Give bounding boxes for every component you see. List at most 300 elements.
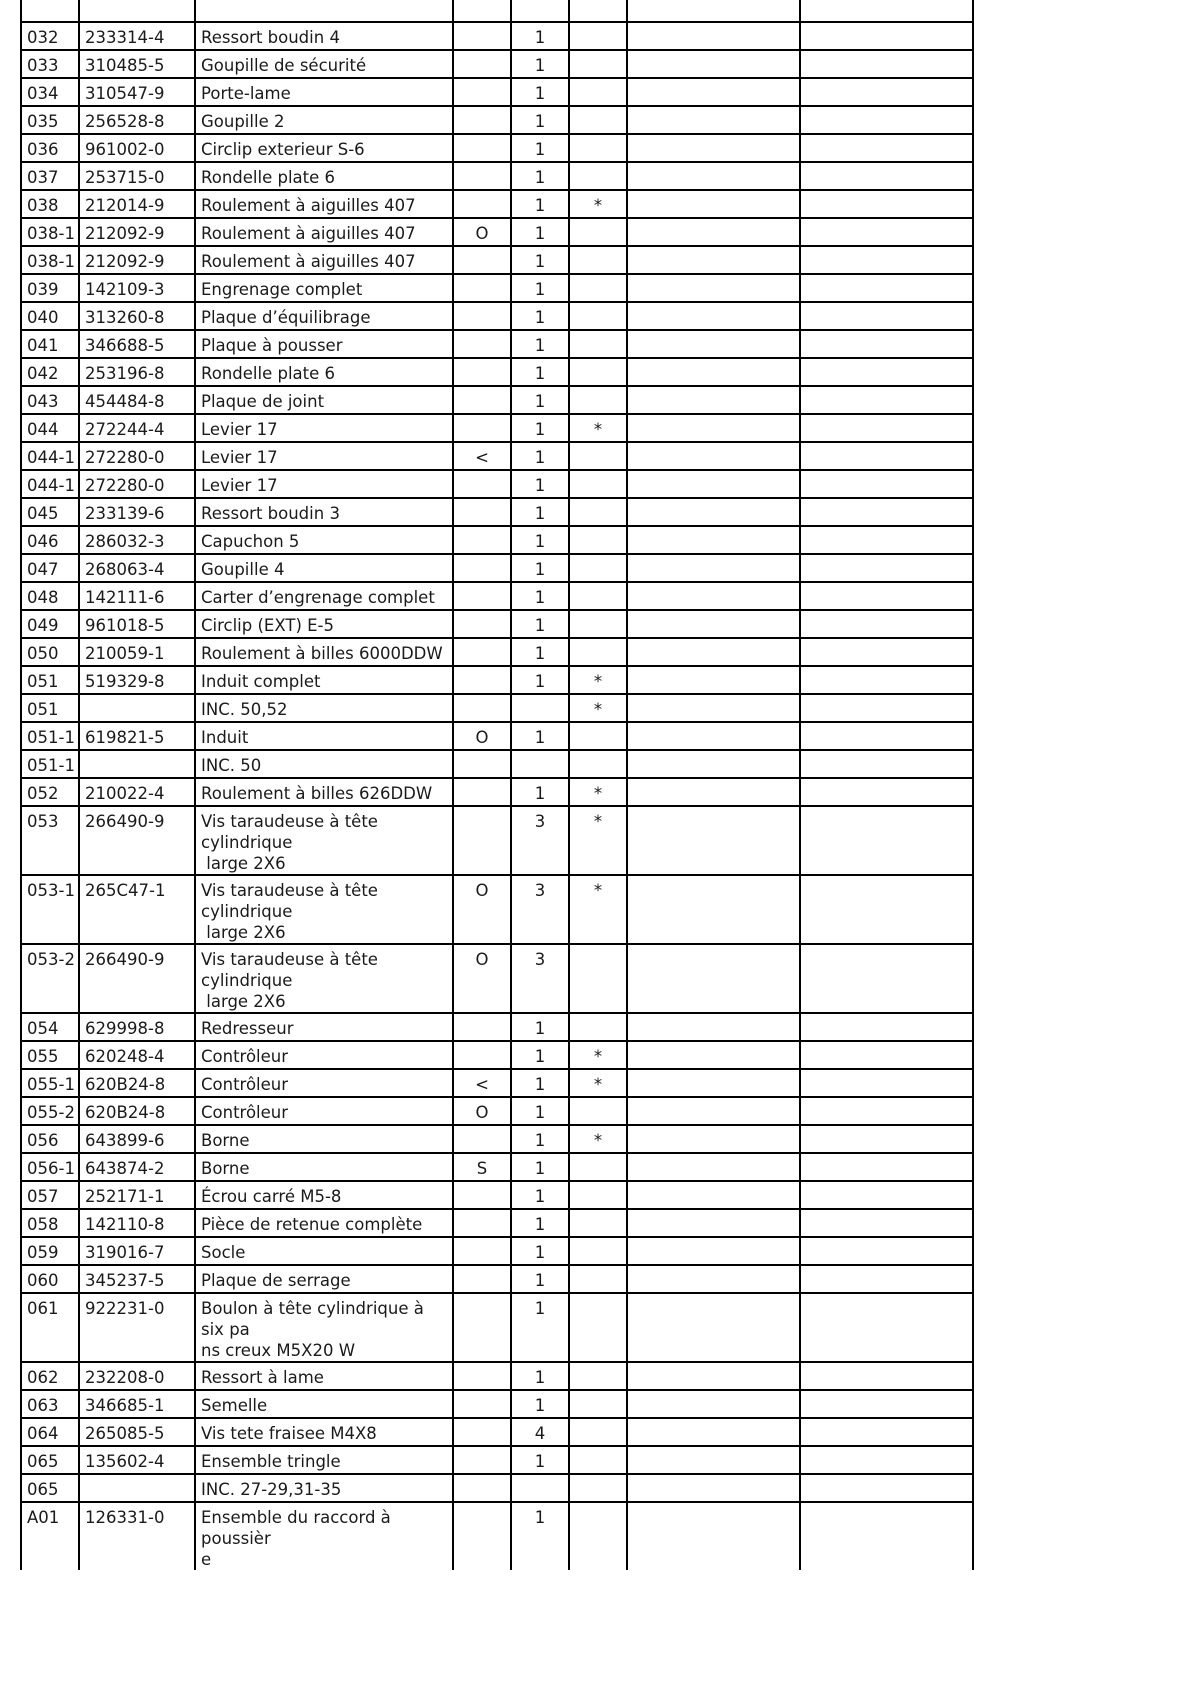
marker-cell (453, 1293, 511, 1362)
empty-cell-2 (800, 498, 973, 526)
star-cell (569, 1265, 627, 1293)
marker-cell (453, 1502, 511, 1570)
table-row (21, 246, 973, 274)
marker-cell (453, 1390, 511, 1418)
quantity-cell: 1 (511, 330, 569, 358)
marker-cell: O (453, 944, 511, 1013)
item-number-cell: 045 (21, 498, 79, 526)
table-row (21, 134, 973, 162)
item-number-cell: 041 (21, 330, 79, 358)
part-reference-cell (79, 750, 195, 778)
empty-cell-1 (627, 582, 800, 610)
star-cell (569, 162, 627, 190)
item-number-cell: 058 (21, 1209, 79, 1237)
part-reference-cell: 253715-0 (79, 162, 195, 190)
empty-cell-1 (627, 1418, 800, 1446)
marker-cell (453, 694, 511, 722)
table-row (21, 875, 973, 944)
star-cell (569, 358, 627, 386)
table-row (21, 106, 973, 134)
part-reference-cell: 272280-0 (79, 442, 195, 470)
quantity-cell: 1 (511, 1181, 569, 1209)
marker-cell (453, 778, 511, 806)
quantity-cell: 1 (511, 1125, 569, 1153)
empty-cell-1 (627, 386, 800, 414)
empty-cell-2 (800, 50, 973, 78)
table-row (21, 218, 973, 246)
empty-cell-1 (627, 1362, 800, 1390)
empty-cell-1 (627, 722, 800, 750)
quantity-cell: 1 (511, 22, 569, 50)
table-row (21, 1041, 973, 1069)
table-row (21, 22, 973, 50)
item-number-cell: 055 (21, 1041, 79, 1069)
empty-cell-1 (627, 442, 800, 470)
marker-cell: O (453, 722, 511, 750)
empty-cell-2 (800, 470, 973, 498)
star-cell (569, 302, 627, 330)
empty-cell-2 (800, 1390, 973, 1418)
item-number-cell: 034 (21, 78, 79, 106)
parts-table-body (21, 0, 973, 1570)
part-reference-cell: 142109-3 (79, 274, 195, 302)
quantity-cell: 1 (511, 778, 569, 806)
star-cell (569, 1502, 627, 1570)
part-reference-cell: 212092-9 (79, 246, 195, 274)
empty-cell-2 (800, 106, 973, 134)
item-number-cell: 042 (21, 358, 79, 386)
quantity-cell: 1 (511, 106, 569, 134)
star-cell: * (569, 778, 627, 806)
description-cell: INC. 50 (195, 750, 453, 778)
part-reference-cell: 286032-3 (79, 526, 195, 554)
description-cell: Socle (195, 1237, 453, 1265)
item-number-cell: 037 (21, 162, 79, 190)
table-row (21, 1097, 973, 1125)
empty-cell-2 (800, 666, 973, 694)
description-cell: Goupille 4 (195, 554, 453, 582)
empty-cell-2 (800, 1069, 973, 1097)
empty-cell-2 (800, 554, 973, 582)
description-cell: INC. 50,52 (195, 694, 453, 722)
quantity-cell: 1 (511, 1069, 569, 1097)
marker-cell (453, 1181, 511, 1209)
empty-cell-1 (627, 302, 800, 330)
part-reference-cell: 265C47-1 (79, 875, 195, 944)
part-reference-cell: 346688-5 (79, 330, 195, 358)
table-row (21, 470, 973, 498)
part-reference-cell: 519329-8 (79, 666, 195, 694)
empty-cell-1 (627, 694, 800, 722)
empty-cell-2 (800, 386, 973, 414)
empty-cell-1 (627, 806, 800, 875)
description-cell: Roulement à aiguilles 407 (195, 246, 453, 274)
description-cell: Vis taraudeuse à tête cylindrique large 2X6 (195, 806, 453, 875)
description-cell: Contrôleur (195, 1041, 453, 1069)
table-row (21, 666, 973, 694)
empty-cell-2 (800, 1209, 973, 1237)
table-row (21, 50, 973, 78)
empty-cell-1 (627, 666, 800, 694)
empty-cell-1 (627, 1390, 800, 1418)
empty-cell-1 (627, 1125, 800, 1153)
empty-cell-2 (800, 1293, 973, 1362)
item-number-cell: 051 (21, 694, 79, 722)
empty-cell-1 (627, 470, 800, 498)
description-cell: Borne (195, 1153, 453, 1181)
marker-cell (453, 582, 511, 610)
part-reference-cell: 252171-1 (79, 1181, 195, 1209)
table-row (21, 750, 973, 778)
table-row (21, 1153, 973, 1181)
description-cell: Écrou carré M5-8 (195, 1181, 453, 1209)
description-cell: Semelle (195, 1390, 453, 1418)
star-cell: * (569, 806, 627, 875)
description-cell: Contrôleur (195, 1097, 453, 1125)
marker-cell (453, 666, 511, 694)
description-cell: Carter d’engrenage complet (195, 582, 453, 610)
empty-cell-1 (627, 1265, 800, 1293)
empty-cell-2 (800, 750, 973, 778)
item-number-cell: 038-1 (21, 246, 79, 274)
quantity-cell: 4 (511, 1418, 569, 1446)
star-cell: * (569, 1041, 627, 1069)
table-row (21, 554, 973, 582)
description-cell: Plaque de joint (195, 386, 453, 414)
part-reference-cell: 212014-9 (79, 190, 195, 218)
description-cell: Engrenage complet (195, 274, 453, 302)
empty-cell-2 (800, 944, 973, 1013)
empty-cell-1 (627, 1237, 800, 1265)
item-number-cell: 056 (21, 1125, 79, 1153)
marker-cell (453, 554, 511, 582)
star-cell (569, 638, 627, 666)
star-cell (569, 134, 627, 162)
table-row (21, 1362, 973, 1390)
empty-cell-2 (800, 1237, 973, 1265)
item-number-cell: 047 (21, 554, 79, 582)
part-reference-cell: 266490-9 (79, 806, 195, 875)
marker-cell (453, 330, 511, 358)
part-reference-cell: 212092-9 (79, 218, 195, 246)
empty-cell-1 (627, 1069, 800, 1097)
item-number-cell: 040 (21, 302, 79, 330)
table-row (21, 162, 973, 190)
table-row (21, 330, 973, 358)
marker-cell (453, 1125, 511, 1153)
marker-cell (453, 358, 511, 386)
description-cell: INC. 27-29,31-35 (195, 1474, 453, 1502)
empty-cell-1 (627, 1181, 800, 1209)
marker-cell (453, 302, 511, 330)
quantity-cell: 1 (511, 162, 569, 190)
table-row (21, 498, 973, 526)
part-reference-cell: 643899-6 (79, 1125, 195, 1153)
marker-cell (453, 610, 511, 638)
part-reference-cell: 629998-8 (79, 1013, 195, 1041)
empty-cell-2 (800, 806, 973, 875)
table-row (21, 1446, 973, 1474)
item-number-cell: 051-1 (21, 750, 79, 778)
star-cell (569, 78, 627, 106)
quantity-cell (511, 1474, 569, 1502)
empty-cell-1 (627, 944, 800, 1013)
part-reference-cell: 253196-8 (79, 358, 195, 386)
marker-cell (453, 1446, 511, 1474)
empty-cell-1 (627, 1153, 800, 1181)
table-row (21, 1125, 973, 1153)
quantity-cell: 1 (511, 246, 569, 274)
quantity-cell: 1 (511, 1041, 569, 1069)
item-number-cell: 060 (21, 1265, 79, 1293)
item-number-cell: 049 (21, 610, 79, 638)
marker-cell: O (453, 875, 511, 944)
empty-cell-1 (627, 1013, 800, 1041)
empty-cell-2 (800, 1013, 973, 1041)
empty-cell-1 (627, 610, 800, 638)
table-row (21, 386, 973, 414)
table-row (21, 442, 973, 470)
description-cell: Boulon à tête cylindrique à six pa ns creux M5X20 W (195, 1293, 453, 1362)
star-cell (569, 722, 627, 750)
empty-cell-2 (800, 1474, 973, 1502)
part-reference-cell: 310547-9 (79, 78, 195, 106)
empty-cell-1 (627, 414, 800, 442)
part-reference-cell: 233314-4 (79, 22, 195, 50)
item-number-cell: 038 (21, 190, 79, 218)
empty-cell-2 (800, 1097, 973, 1125)
empty-cell-2 (800, 1125, 973, 1153)
star-cell (569, 386, 627, 414)
marker-cell: < (453, 442, 511, 470)
quantity-cell: 1 (511, 1097, 569, 1125)
empty-cell-2 (800, 78, 973, 106)
marker-cell (453, 162, 511, 190)
description-cell: Porte-lame (195, 78, 453, 106)
star-cell (569, 1293, 627, 1362)
empty-cell-1 (627, 50, 800, 78)
item-number-cell: 062 (21, 1362, 79, 1390)
empty-cell-1 (627, 1041, 800, 1069)
empty-cell-1 (627, 1474, 800, 1502)
part-reference-cell: 142111-6 (79, 582, 195, 610)
part-reference-cell (79, 694, 195, 722)
part-reference-cell: 310485-5 (79, 50, 195, 78)
empty-cell-2 (800, 22, 973, 50)
marker-cell (453, 1265, 511, 1293)
empty-cell-2 (800, 358, 973, 386)
empty-cell-2 (800, 694, 973, 722)
star-cell (569, 1013, 627, 1041)
star-cell: * (569, 1069, 627, 1097)
empty-cell-1 (627, 526, 800, 554)
part-reference-cell: 961002-0 (79, 134, 195, 162)
marker-cell (453, 498, 511, 526)
table-row (21, 1293, 973, 1362)
marker-cell (453, 246, 511, 274)
empty-cell-2 (800, 526, 973, 554)
marker-cell: O (453, 1097, 511, 1125)
empty-cell-1 (627, 1097, 800, 1125)
quantity-cell: 1 (511, 666, 569, 694)
star-cell (569, 498, 627, 526)
part-reference-cell: 210022-4 (79, 778, 195, 806)
description-cell: Vis taraudeuse à tête cylindrique large 2X6 (195, 875, 453, 944)
empty-cell-2 (800, 134, 973, 162)
empty-cell-2 (800, 638, 973, 666)
description-cell: Pièce de retenue complète (195, 1209, 453, 1237)
table-row (21, 722, 973, 750)
quantity-cell: 1 (511, 498, 569, 526)
item-number-cell: 044-1 (21, 470, 79, 498)
item-number-cell: 057 (21, 1181, 79, 1209)
description-cell: Goupille 2 (195, 106, 453, 134)
star-cell (569, 1153, 627, 1181)
star-cell (569, 750, 627, 778)
description-cell: Ressort boudin 4 (195, 22, 453, 50)
empty-cell-2 (800, 1502, 973, 1570)
star-cell (569, 1237, 627, 1265)
marker-cell (453, 526, 511, 554)
item-number-cell: 065 (21, 1474, 79, 1502)
quantity-cell: 1 (511, 1153, 569, 1181)
description-cell: Roulement à aiguilles 407 (195, 218, 453, 246)
marker-cell (453, 190, 511, 218)
empty-cell-2 (800, 1418, 973, 1446)
description-cell: Plaque à pousser (195, 330, 453, 358)
item-number-cell: 033 (21, 50, 79, 78)
empty-cell-2 (800, 190, 973, 218)
empty-cell-1 (627, 554, 800, 582)
description-cell: Ressort boudin 3 (195, 498, 453, 526)
part-reference-cell: 620B24-8 (79, 1069, 195, 1097)
quantity-cell: 1 (511, 1013, 569, 1041)
quantity-cell: 1 (511, 414, 569, 442)
part-reference-cell: 210059-1 (79, 638, 195, 666)
empty-cell-1 (627, 190, 800, 218)
table-row (21, 78, 973, 106)
star-cell (569, 582, 627, 610)
marker-cell (453, 106, 511, 134)
item-number-cell: A01 (21, 1502, 79, 1570)
empty-cell-2 (800, 274, 973, 302)
description-cell: Levier 17 (195, 442, 453, 470)
star-cell (569, 526, 627, 554)
empty-cell-2 (800, 302, 973, 330)
part-reference-cell: 135602-4 (79, 1446, 195, 1474)
item-number-cell: 063 (21, 1390, 79, 1418)
quantity-cell: 1 (511, 582, 569, 610)
quantity-cell: 1 (511, 1293, 569, 1362)
star-cell (569, 610, 627, 638)
empty-cell-1 (627, 106, 800, 134)
quantity-cell: 1 (511, 554, 569, 582)
description-cell: Redresseur (195, 1013, 453, 1041)
description-cell: Plaque d’équilibrage (195, 302, 453, 330)
marker-cell (453, 1209, 511, 1237)
empty-cell-2 (800, 722, 973, 750)
quantity-cell: 3 (511, 944, 569, 1013)
star-cell (569, 218, 627, 246)
item-number-cell: 046 (21, 526, 79, 554)
part-reference-cell: 961018-5 (79, 610, 195, 638)
empty-cell-1 (627, 778, 800, 806)
quantity-cell: 3 (511, 875, 569, 944)
star-cell (569, 442, 627, 470)
table-row (21, 610, 973, 638)
empty-cell-1 (627, 330, 800, 358)
part-reference-cell: 454484-8 (79, 386, 195, 414)
item-number-cell: 053-2 (21, 944, 79, 1013)
empty-cell-1 (627, 246, 800, 274)
marker-cell (453, 134, 511, 162)
empty-cell-2 (800, 778, 973, 806)
table-row (21, 694, 973, 722)
description-cell: Ensemble du raccord à poussièr e (195, 1502, 453, 1570)
star-cell (569, 22, 627, 50)
empty-cell-2 (800, 1153, 973, 1181)
description-cell: Goupille de sécurité (195, 50, 453, 78)
description-cell: Circlip (EXT) E-5 (195, 610, 453, 638)
table-row (21, 190, 973, 218)
table-row (21, 944, 973, 1013)
description-cell: Levier 17 (195, 470, 453, 498)
table-row (21, 1502, 973, 1570)
part-reference-cell: 346685-1 (79, 1390, 195, 1418)
part-reference-cell: 266490-9 (79, 944, 195, 1013)
empty-cell-2 (800, 442, 973, 470)
table-row (21, 358, 973, 386)
marker-cell (453, 1237, 511, 1265)
quantity-cell: 1 (511, 1390, 569, 1418)
star-cell (569, 1362, 627, 1390)
table-row (21, 1013, 973, 1041)
empty-cell-1 (627, 1209, 800, 1237)
quantity-cell: 1 (511, 1446, 569, 1474)
quantity-cell: 1 (511, 78, 569, 106)
table-row (21, 778, 973, 806)
part-reference-cell: 620248-4 (79, 1041, 195, 1069)
empty-cell-1 (627, 274, 800, 302)
empty-cell-1 (627, 78, 800, 106)
item-number-cell: 054 (21, 1013, 79, 1041)
description-cell: Contrôleur (195, 1069, 453, 1097)
star-cell: * (569, 875, 627, 944)
empty-cell-1 (627, 638, 800, 666)
table-row (21, 414, 973, 442)
marker-cell (453, 1013, 511, 1041)
table-row (21, 1237, 973, 1265)
item-number-cell: 032 (21, 22, 79, 50)
empty-cell-2 (800, 1362, 973, 1390)
item-number-cell: 053 (21, 806, 79, 875)
marker-cell (453, 50, 511, 78)
quantity-cell: 1 (511, 1502, 569, 1570)
star-cell (569, 554, 627, 582)
description-cell: Roulement à billes 6000DDW (195, 638, 453, 666)
part-reference-cell: 319016-7 (79, 1237, 195, 1265)
marker-cell (453, 1362, 511, 1390)
item-number-cell: 038-1 (21, 218, 79, 246)
star-cell: * (569, 694, 627, 722)
item-number-cell: 039 (21, 274, 79, 302)
description-cell: Ensemble tringle (195, 1446, 453, 1474)
star-cell: * (569, 666, 627, 694)
table-row (21, 1474, 973, 1502)
item-number-cell: 053-1 (21, 875, 79, 944)
item-number-cell: 064 (21, 1418, 79, 1446)
star-cell (569, 470, 627, 498)
